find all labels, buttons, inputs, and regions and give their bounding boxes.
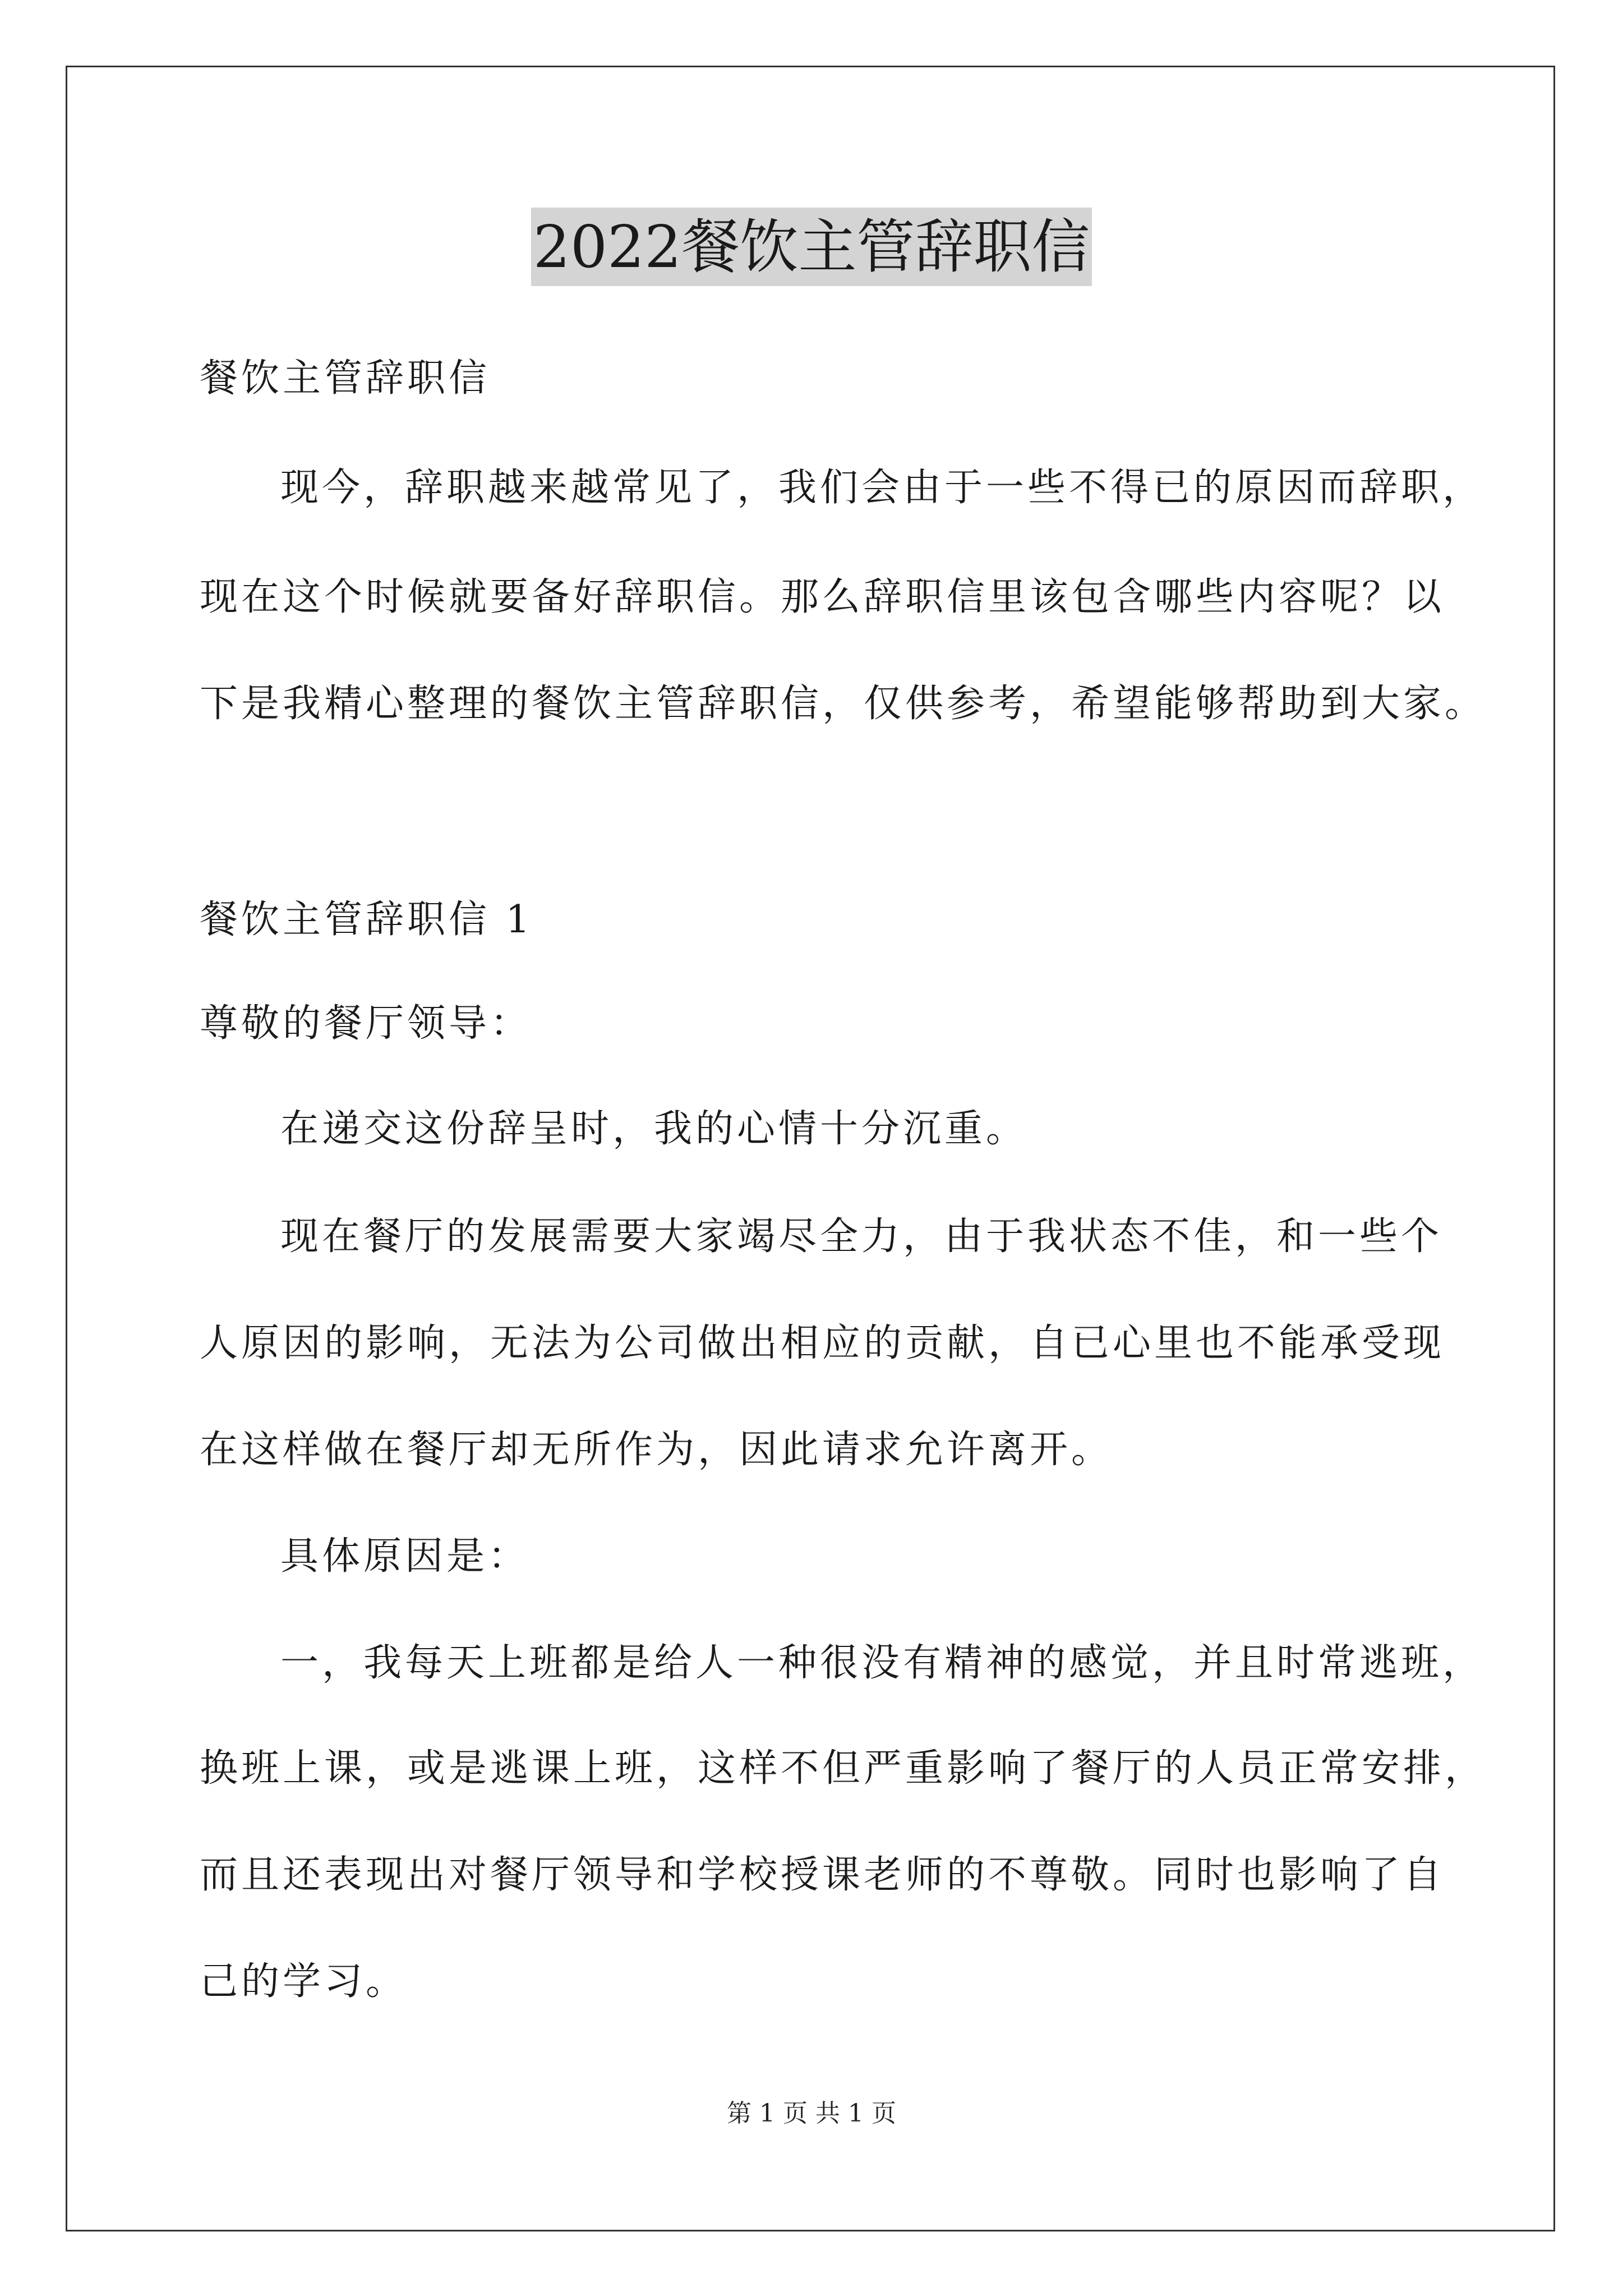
title-container <box>0 208 1623 286</box>
body-line-2: 现在餐厅的发展需要大家竭尽全力，由于我状态不佳，和一些个 <box>280 1214 1443 1259</box>
body-line-4: 在这样做在餐厅却无所作为，因此请求允许离开。 <box>200 1428 1113 1472</box>
intro-line-3: 下是我精心整理的餐饮主管辞职信，仅供参考，希望能够帮助到大家。 <box>200 682 1487 726</box>
body-line-6: 一，我每天上班都是给人一种很没有精神的感觉，并且时常逃班， <box>280 1641 1484 1685</box>
intro-line-2: 现在这个时候就要备好辞职信。那么辞职信里该包含哪些内容呢？以 <box>200 575 1445 619</box>
salutation: 尊敬的餐厅领导： <box>200 1001 532 1046</box>
document-subtitle: 餐饮主管辞职信 <box>200 356 491 401</box>
page-footer: 第 1 页 共 1 页 <box>727 2099 896 2128</box>
section-heading: 餐饮主管辞职信 1 <box>200 898 533 942</box>
body-line-5: 具体原因是： <box>280 1534 530 1579</box>
body-line-9: 己的学习。 <box>200 1959 408 2004</box>
intro-line-1: 现今，辞职越来越常见了，我们会由于一些不得已的原因而辞职， <box>280 466 1484 510</box>
body-line-3: 人原因的影响，无法为公司做出相应的贡献，自已心里也不能承受现 <box>200 1321 1445 1365</box>
body-line-8: 而且还表现出对餐厅领导和学校授课老师的不尊敬。同时也影响了自 <box>200 1853 1445 1897</box>
document-title: 2022餐饮主管辞职信 <box>531 208 1092 286</box>
body-line-1: 在递交这份辞呈时，我的心情十分沉重。 <box>280 1107 1028 1151</box>
body-line-7: 换班上课，或是逃课上班，这样不但严重影响了餐厅的人员正常安排， <box>200 1746 1487 1791</box>
